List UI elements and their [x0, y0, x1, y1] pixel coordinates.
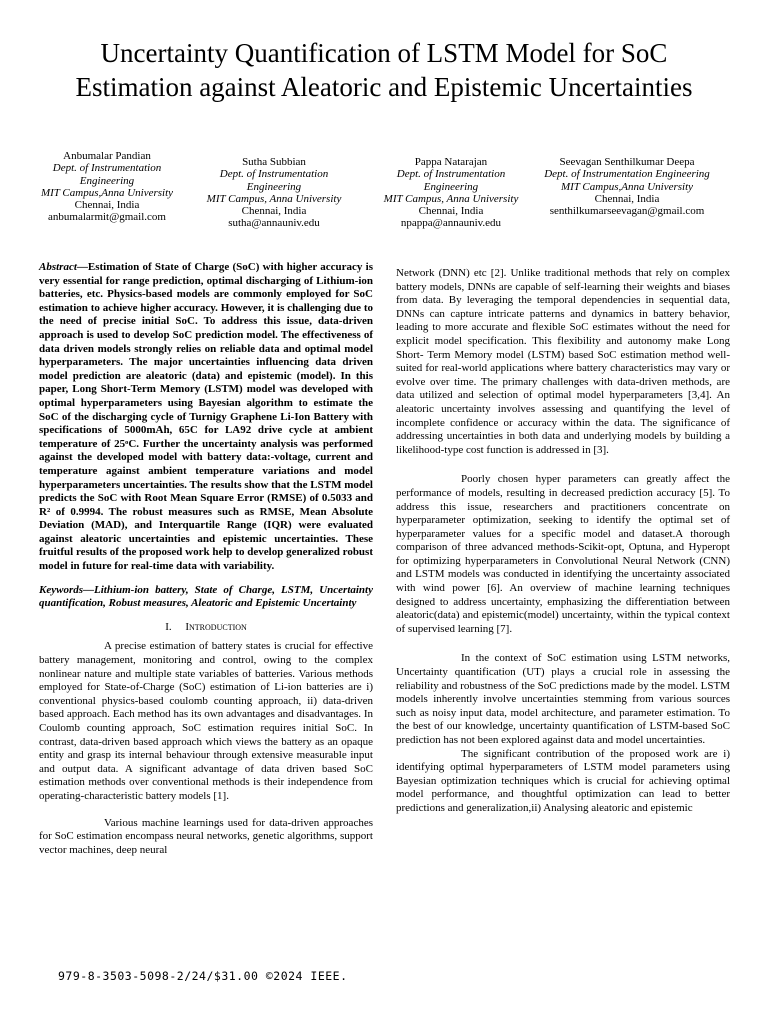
- section-heading: [39, 621, 373, 635]
- keywords: Keywords—Lithium-ion battery, State of Charge, LSTM, Uncertainty quantification, Robust measures, Aleatoric and Epistemic Uncertainty: [39, 583, 373, 610]
- author-location: Chennai, India: [241, 205, 307, 218]
- body-paragraph: In the context of SoC estimation using LSTM networks, Uncertainty quantification (UT) plays a crucial role in assessing the reliability and robustness of the SoC predictions made by the model. LSTM models inherently involve uncertainties stemming from various sources such as noisy input data, model architecture, and parameter estimation. To the best of our knowledge, uncertainty quantification of LSTM-based SoC prediction has not been explored against data and model uncertainties.: [396, 652, 730, 746]
- author-location: Chennai, India: [74, 199, 140, 212]
- author-block-2: [199, 156, 349, 230]
- author-name: Seevagan Senthilkumar Deepa: [559, 156, 695, 168]
- author-email: anbumalarmit@gmail.com: [48, 211, 166, 224]
- section-number: I.: [165, 620, 172, 633]
- abstract-label: Abstract: [39, 261, 77, 273]
- left-column: [39, 261, 373, 857]
- abstract: [39, 261, 373, 574]
- abstract-text: —Estimation of State of Charge (SoC) with higher accuracy is very essential for range prediction, optimal discharging of Lithium-ion batteries, etc. Physics-based models are commonly employed for SoC estimation to achieve higher accuracy. However, it is challenging due to the need of precise initial SoC. To address this issue, data-driven approach is used to develop SoC prediction model. The effectiveness of data driven models strongly relies on reliable data and optimal model hyperparameters. The major uncertainties influencing data driven model prediction are aleatoric (data) and epistemic (model). In this paper, Long Short-Term Memory (LSTM) model was developed with optimal hyperparameters using Bayesian algorithm to estimate the SoC of the discharging cycle of Turnigy Graphene Li-Ion Battery with specifications of 5000mAh, 65C for LA92 drive cycle at ambient temperature of 25ᵒC. Further the uncertainty analysis was performed against the developed model with battery data:-voltage, current and temperature against ambient temperature variations and model hyperparameters uncertainties. The results show that the LSTM model predicts the SoC with Root Mean Square Error (RMSE) of 0.5033 and R² of 0.9994. The robust measures such as RMSE, Mean Absolute Deviation (MAD), and Interquartile Range (IQR) were evaluated against aleatoric uncertainties and epistemic uncertainties. These fruitful results of the proposed work help to develop generalized robust model in future for real-time data with variability.: [39, 261, 373, 573]
- author-block-1: [32, 150, 182, 224]
- author-dept: Dept. of Instrumentation Engineering: [544, 168, 710, 181]
- author-institution: MIT Campus,Anna University: [560, 180, 694, 193]
- author-institution: MIT Campus,Anna University: [40, 186, 174, 199]
- author-email: npappa@annauniv.edu: [400, 217, 502, 230]
- author-dept: Dept. of Instrumentation Engineering: [219, 168, 329, 193]
- body-paragraph: Various machine learnings used for data-driven approaches for SoC estimation encompass neural networks, genetic algorithms, support vector machines, deep neural: [39, 816, 373, 856]
- body-paragraph: Network (DNN) etc [2]. Unlike traditional methods that rely on complex battery models, DNNs are capable of self-learning their weights and biases from data. By leveraging the temporal dependencies in sequential data, DNNs can capture intricate patterns and dynamics in battery behavior, leading to more accurate and flexible SoC estimates without the need for explicit model specification. This flexibility and autonomy make Long Short- Term Memory model (LSTM) based SoC estimation method well-suited for real-world applications where battery characteristics may vary or evolve over time. The primary challenges with data-driven methods, are data utilized and selection of optimal model hyperparameters [3,4]. An aleatoric uncertainty involves assessing and quantifying the level of incomplete confidence or accuracy within the data. The significance of addressing uncertainties in both data and underlying models by building a likelihood-type cost function is addressed in [3].: [396, 267, 730, 456]
- author-name: Anbumalar Pandian: [63, 150, 151, 162]
- author-block-3: [376, 156, 526, 230]
- author-block-4: [539, 156, 715, 217]
- body-paragraph: Poorly chosen hyper parameters can greatly affect the performance of models, resulting in decreased prediction accuracy [5]. To address this issue, researchers and practitioners concentrate on hyperparameter optimization, seeking to identify the optimal set of hyperparameter values for a specific model and dataset.A thorough comparison of three advanced methods-Scikit-opt, Optuna, and Hyperopt for optimizing hyperparameters in Convolutional Neural Network (CNN) and LSTM models was conducted in identifying the uncertainty associated with wind power [6]. An overview of machine learning techniques designed to address uncertainty, emphasizing the differentiation between aleatoric(data) and epistemic(model) uncertainty, within the typical context of supervised learning [7].: [396, 473, 730, 635]
- author-institution: MIT Campus, Anna University: [206, 192, 342, 205]
- author-name: Sutha Subbian: [242, 156, 306, 168]
- author-dept: Dept. of Instrumentation Engineering: [52, 162, 162, 187]
- paper-title: Uncertainty Quantification of LSTM Model for SoC Estimation against Aleatoric and Epistemic Uncertainties: [75, 38, 693, 102]
- author-name: Pappa Natarajan: [414, 156, 488, 168]
- body-paragraph: A precise estimation of battery states is crucial for effective battery management, monitoring and control, owing to the complex nonlinear nature and multiple state variables of batteries. Various methods employed for State-of-Charge (SoC) estimation of Li-ion batteries are i) conventional physics-based coulomb counting approach, ii) data-driven based approach. Each method has its own advantages and disadvantages. In Coulomb counting approach, SoC estimation requires initial SoC. In contrast, data-driven based approach which views the battery as an opaque entity and grasp its internal behaviour through extensive measurable input and output data. A significant advantage of data driven based SoC estimation methods over conventional methods is their independence from operating-characteristic battery models [1].: [39, 640, 373, 802]
- section-title: Introduction: [185, 620, 247, 633]
- author-email: sutha@annauniv.edu: [228, 217, 320, 230]
- author-location: Chennai, India: [594, 192, 660, 205]
- author-location: Chennai, India: [418, 205, 484, 218]
- copyright-footer: 979-8-3503-5098-2/24/$31.00 ©2024 IEEE.: [58, 969, 348, 983]
- body-paragraph: The significant contribution of the proposed work are i) identifying optimal hyperparameters of LSTM model parameters using Bayesian optimization techniques which is crucial for achieving optimal model performance, and thoughtful optimization can lead to better predictions and generalization,ii) Analysing aleatoric and epistemic: [396, 747, 730, 814]
- author-email: senthilkumarseevagan@gmail.com: [549, 205, 705, 218]
- author-institution: MIT Campus, Anna University: [383, 192, 519, 205]
- right-column: [396, 267, 730, 816]
- author-dept: Dept. of Instrumentation Engineering: [396, 168, 506, 193]
